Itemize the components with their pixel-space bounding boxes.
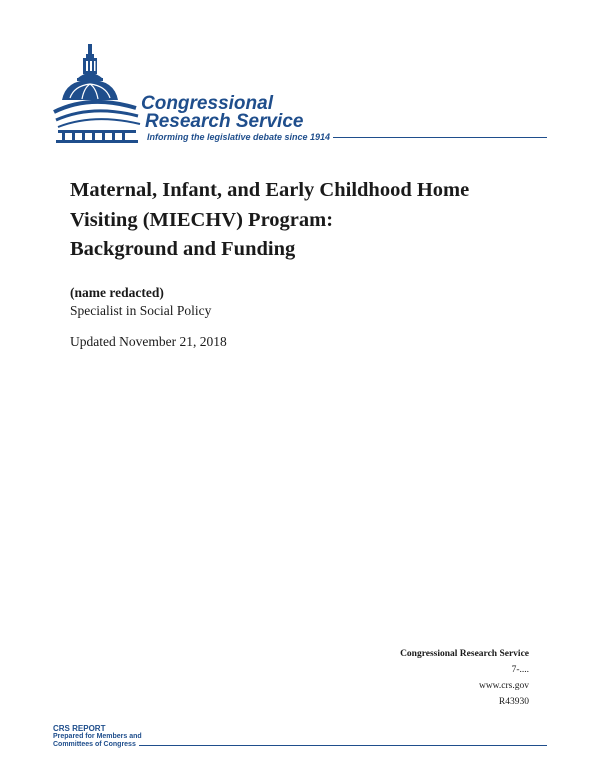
org-contact-block <box>400 646 529 710</box>
report-title <box>70 176 550 265</box>
footer-label: CRS REPORT <box>53 724 106 733</box>
author-name: (name redacted) <box>70 285 164 300</box>
updated-date: Updated November 21, 2018 <box>70 334 227 349</box>
tagline-row <box>147 130 547 144</box>
org-name: Congressional Research Service <box>400 649 529 659</box>
crs-report-footer <box>53 724 547 749</box>
footer-row <box>53 741 547 749</box>
footer-prepared-line2: Committees of Congress <box>53 741 136 748</box>
org-website: www.crs.gov <box>478 681 529 691</box>
author-role: Specialist in Social Policy <box>70 303 212 318</box>
footer-divider <box>139 745 547 746</box>
logo-org-line1: Congressional <box>141 93 273 114</box>
report-title-line: Visiting (MIECHV) Program: <box>70 208 334 231</box>
capitol-dome-icon <box>52 42 142 146</box>
logo-org-line2: Research Service <box>145 111 304 132</box>
crs-logo <box>52 42 552 146</box>
tagline-divider <box>333 137 547 138</box>
report-title-line: Maternal, Infant, and Early Childhood Home <box>70 179 470 201</box>
report-title-line: Background and Funding <box>70 238 296 260</box>
org-phone: 7-.... <box>511 665 529 675</box>
report-number: R43930 <box>498 697 529 707</box>
footer-prepared-line1: Prepared for Members and <box>53 733 142 740</box>
logo-tagline: Informing the legislative debate since 1914 <box>147 132 331 142</box>
